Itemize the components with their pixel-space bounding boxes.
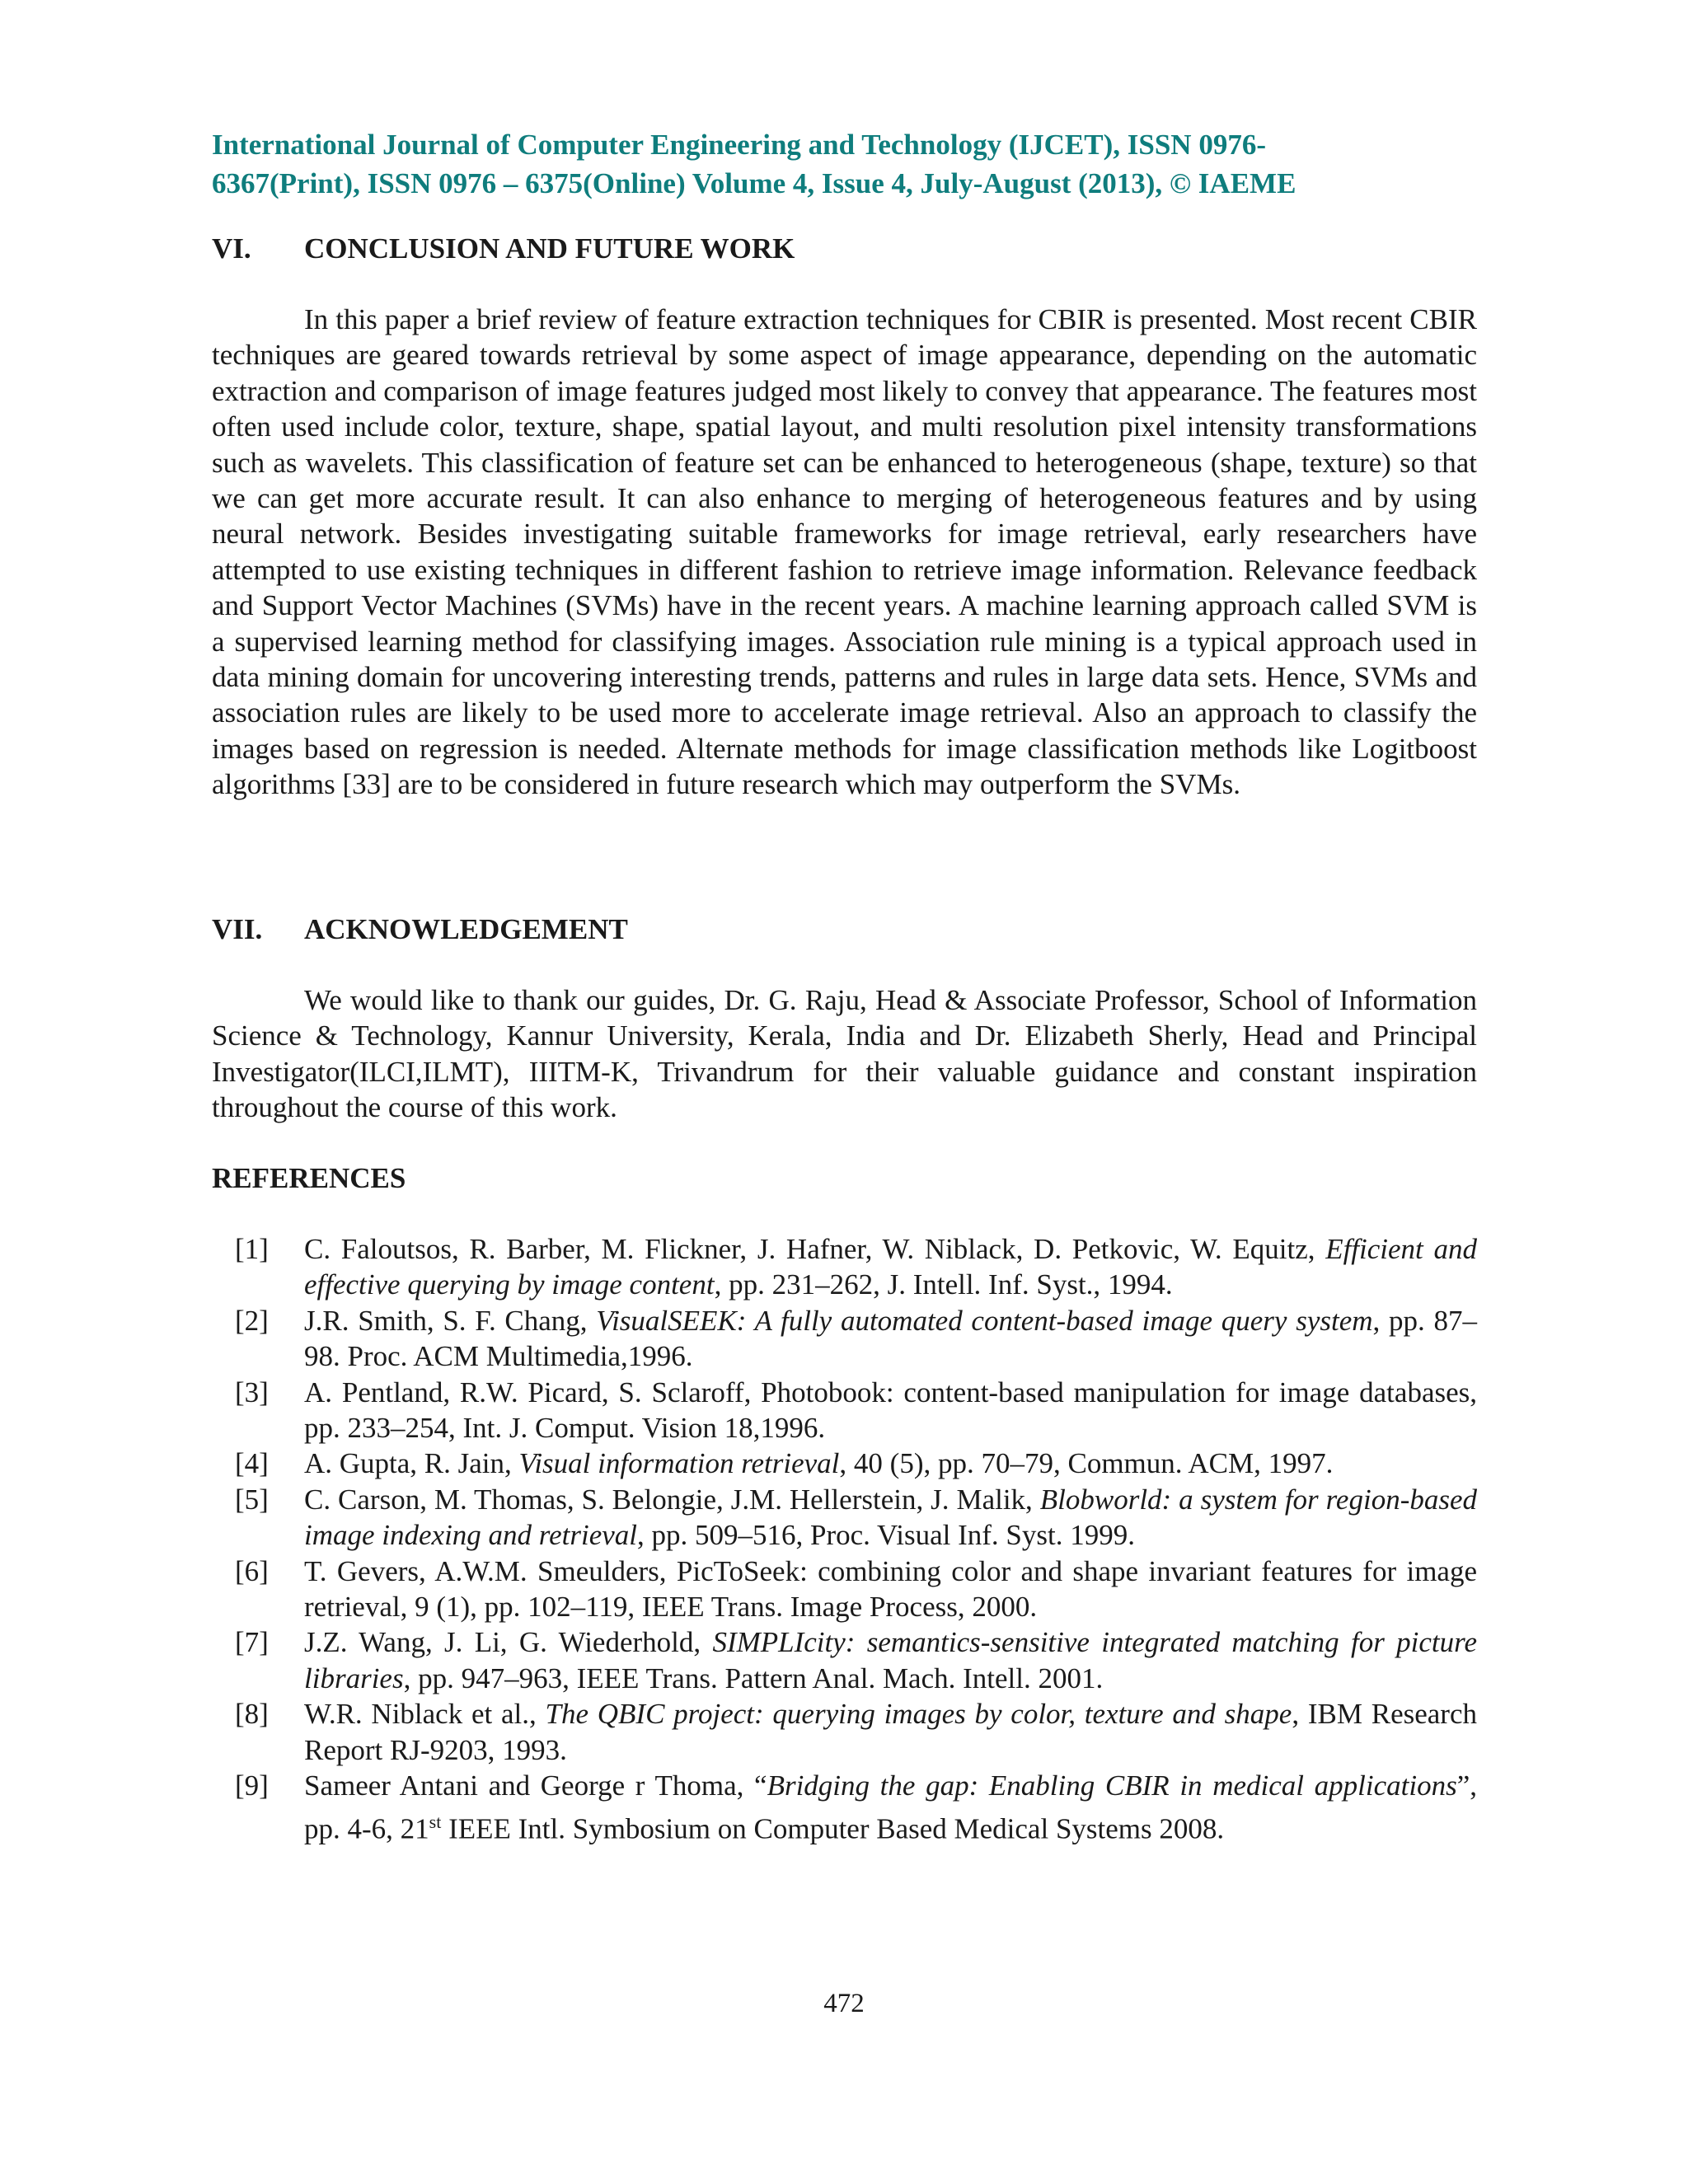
reference-title: Blobworld: a system for region-based image indexing and retrieval [304,1483,1478,1552]
references-title: REFERENCES [212,1162,406,1194]
acknowledgement-section-number: VII. [212,913,263,945]
reference-source: , pp. 947–963, IEEE Trans. Pattern Anal. Mach. Intell. 2001. [403,1661,1104,1694]
reference-title: VisualSEEK: A fully automated content-based image query system [596,1304,1373,1337]
acknowledgement-paragraph: We would like to thank our guides, Dr. G. Raju, Head & Associate Professor, School of Information Science & Technology, Kannur University, Kerala, India and Dr. Elizabeth Sherly, Head and Principal Investigator(ILCI,ILMT), IIITM-K, Trivandrum for their valuable guidance and constant inspiration throughout the course of this work. [212,984,1477,1124]
reference-text: T. Gevers, A.W.M. Smeulders, PicToSeek: combining color and shape invariant features for image retrieval, 9 (1), pp. 102–119, IEEE Trans. Image Process, 2000. [304,1554,1477,1624]
reference-item [212,1375,1477,1446]
reference-text: A. Pentland, R.W. Picard, S. Sclaroff, Photobook: content-based manipulation for image databases, pp. 233–254, Int. J. Comput. Vision 18,1996. [304,1376,1477,1445]
reference-source-tail: IEEE Intl. Symbosium on Computer Based Medical Systems 2008. [441,1812,1225,1845]
reference-number: [4] [235,1447,269,1480]
reference-text: A. Gupta, R. Jain, [304,1447,519,1480]
reference-title: The QBIC project: querying images by color, texture and shape [545,1698,1292,1731]
page-number: 472 [823,1989,865,2018]
conclusion-section-number: VI. [212,232,251,265]
acknowledgement-section-title: ACKNOWLEDGEMENT [304,913,628,945]
reference-number: [8] [235,1698,269,1731]
reference-text: C. Faloutsos, R. Barber, M. Flickner, J. Hafner, W. Niblack, D. Petkovic, W. Equitz, [304,1233,1326,1265]
conclusion-paragraph: In this paper a brief review of feature extraction techniques for CBIR is presented. Most recent CBIR techniques are geared towards retrieval by some aspect of image appearance, depending on the automatic extraction and comparison of image features judged most likely to convey that appearance. The features most often used include color, texture, shape, spatial layout, and multi resolution pixel intensity transformations such as wavelets. This classification of feature set can be enhanced to heterogeneous (shape, texture) so that we can get more accurate result. It can also enhance to merging of heterogeneous features and by using neural network. Besides investigating suitable frameworks for image retrieval, early researchers have attempted to use existing techniques in different fashion to retrieve image information. Relevance feedback and Support Vector Machines (SVMs) have in the recent years. A machine learning approach called SVM is a supervised learning method for classifying images. Association rule mining is a typical approach used in data mining domain for uncovering interesting trends, patterns and rules in large data sets. Hence, SVMs and association rules are likely to be used more to accelerate image retrieval. Also an approach to classify the images based on regression is needed. Alternate methods for image classification methods like Logitboost algorithms [33] are to be considered in future research which may outperform the SVMs. [212,303,1477,801]
reference-number: [5] [235,1483,269,1516]
journal-header [212,125,1477,203]
reference-source: ”, pp. 4-6, 21 [304,1769,1477,1845]
reference-text: J.R. Smith, S. F. Chang, [304,1304,597,1337]
reference-superscript: st [429,1811,442,1832]
reference-number: [1] [235,1233,269,1265]
reference-number: [6] [235,1554,269,1587]
reference-item [212,1231,1477,1303]
reference-title: SIMPLIcity: semantics-sensitive integrated matching for picture libraries [304,1626,1477,1694]
reference-list [212,1231,1477,1847]
acknowledgement-heading [212,912,1477,947]
reference-source: , IBM Research Report RJ-9203, 1993. [304,1698,1477,1766]
reference-number: [9] [235,1769,269,1802]
reference-item [212,1696,1477,1768]
reference-text: W.R. Niblack et al., [304,1698,546,1731]
conclusion-heading [212,231,1477,266]
reference-item [212,1303,1477,1375]
journal-header-line-2: 6367(Print), ISSN 0976 – 6375(Online) Volume 4, Issue 4, July-August (2013), © IAEME [212,167,1296,199]
reference-number: [2] [235,1304,269,1337]
reference-item [212,1446,1477,1481]
reference-text: Sameer Antani and George r Thoma, “ [304,1769,767,1802]
reference-source: , pp. 87–98. Proc. ACM Multimedia,1996. [304,1304,1477,1373]
reference-text: C. Carson, M. Thomas, S. Belongie, J.M. Hellerstein, J. Malik, [304,1483,1040,1516]
reference-item [212,1768,1477,1846]
reference-source: , 40 (5), pp. 70–79, Commun. ACM, 1997. [839,1447,1334,1480]
conclusion-section-title: CONCLUSION AND FUTURE WORK [304,232,795,265]
reference-source: , pp. 231–262, J. Intell. Inf. Syst., 1994. [714,1268,1173,1301]
reference-item [212,1554,1477,1625]
reference-title: Bridging the gap: Enabling CBIR in medical applications [767,1769,1457,1802]
reference-text: J.Z. Wang, J. Li, G. Wiederhold, [304,1626,713,1659]
reference-title: Efficient and effective querying by image content [304,1233,1477,1301]
references-heading [212,1160,1477,1196]
reference-number: [7] [235,1626,269,1659]
reference-item [212,1482,1477,1554]
reference-title: Visual information retrieval [518,1447,840,1480]
reference-source: , pp. 509–516, Proc. Visual Inf. Syst. 1999. [637,1519,1135,1552]
journal-header-line-1: International Journal of Computer Engineering and Technology (IJCET), ISSN 0976- [212,129,1266,161]
reference-item [212,1624,1477,1696]
reference-number: [3] [235,1376,269,1408]
